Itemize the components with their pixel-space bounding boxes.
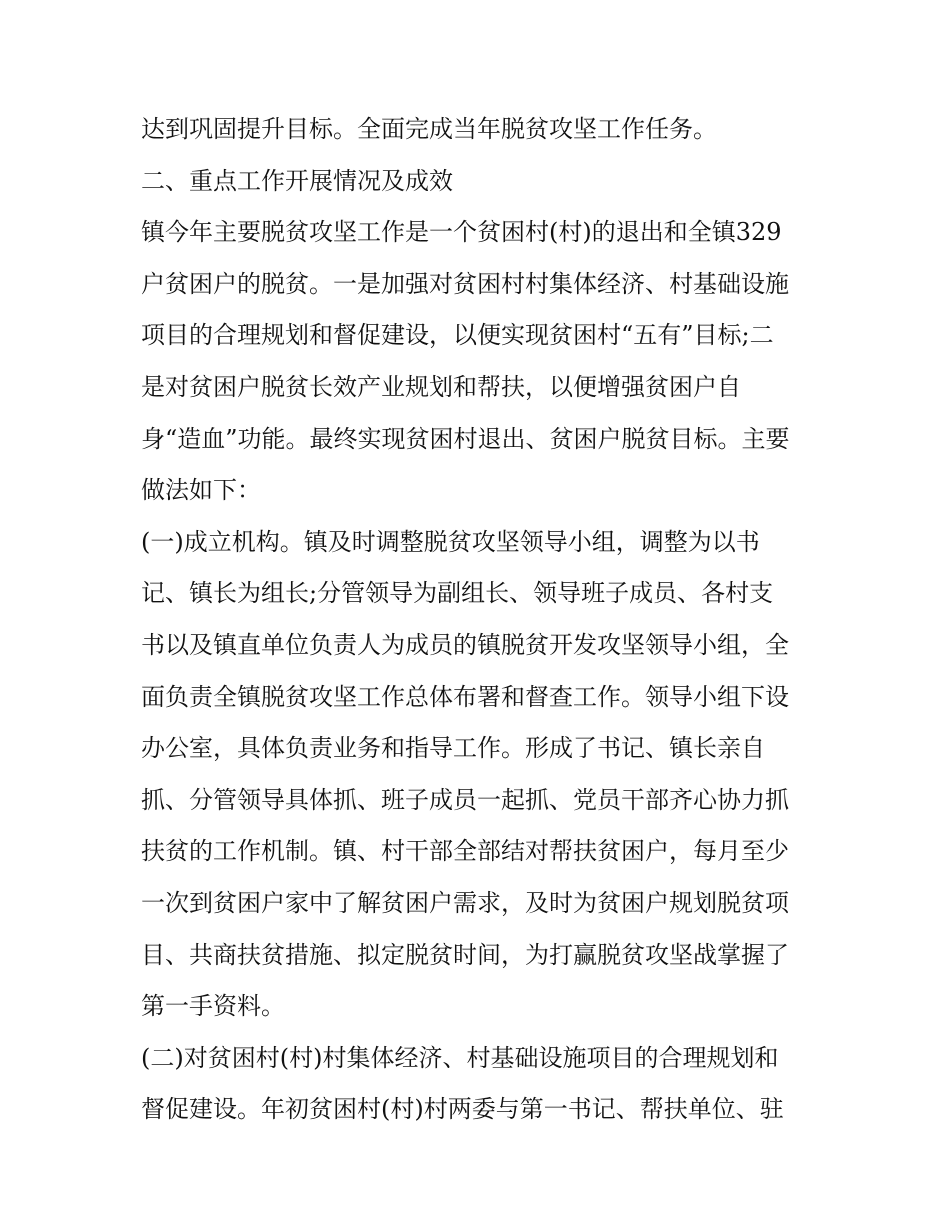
text-line: 扶贫的工作机制。镇、村干部全部结对帮扶贫困户，每月至少 (141, 837, 789, 866)
text-line: 身“造血”功能。最终实现贫困村退出、贫困户脱贫目标。主要 (141, 424, 790, 453)
text-line: 目、共商扶贫措施、拟定脱贫时间，为打赢脱贫攻坚战掌握了 (141, 940, 789, 969)
text-line: 达到巩固提升目标。全面完成当年脱贫攻坚工作任务。 (141, 115, 717, 143)
text-line: 一次到贫困户家中了解贫困户需求，及时为贫困户规划脱贫项 (141, 888, 789, 917)
text-line: 抓、分管领导具体抓、班子成员一起抓、党员干部齐心协力抓 (141, 785, 789, 814)
text-line: 项目的合理规划和督促建设，以便实现贫困村“五有”目标;二 (141, 321, 774, 350)
text-line: 镇今年主要脱贫攻坚工作是一个贫困村(村)的退出和全镇329 (141, 218, 782, 247)
text-line: 书以及镇直单位负责人为成员的镇脱贫开发攻坚领导小组，全 (141, 630, 789, 659)
text-line: 督促建设。年初贫困村(村)村两委与第一书记、帮扶单位、驻 (141, 1095, 784, 1124)
text-line: 办公室，具体负责业务和指导工作。形成了书记、镇长亲自 (141, 734, 765, 763)
text-line: 第一手资料。 (141, 992, 285, 1021)
document-body (141, 104, 821, 1136)
text-line: 面负责全镇脱贫攻坚工作总体布署和督查工作。领导小组下设 (141, 682, 789, 711)
text-line: 是对贫困户脱贫长效产业规划和帮扶，以便增强贫困户自 (141, 372, 741, 401)
text-line: 做法如下： (141, 476, 261, 505)
text-line: (二)对贫困村(村)村集体经济、村基础设施项目的合理规划和 (141, 1043, 779, 1072)
text-line: 户贫困户的脱贫。一是加强对贫困村村集体经济、村基础设施 (141, 269, 789, 298)
text-line: 记、镇长为组长;分管领导为副组长、领导班子成员、各村支 (141, 579, 774, 608)
section-heading: 二、重点工作开展情况及成效 (141, 166, 453, 195)
text-line: (一)成立机构。镇及时调整脱贫攻坚领导小组，调整为以书 (141, 527, 760, 556)
